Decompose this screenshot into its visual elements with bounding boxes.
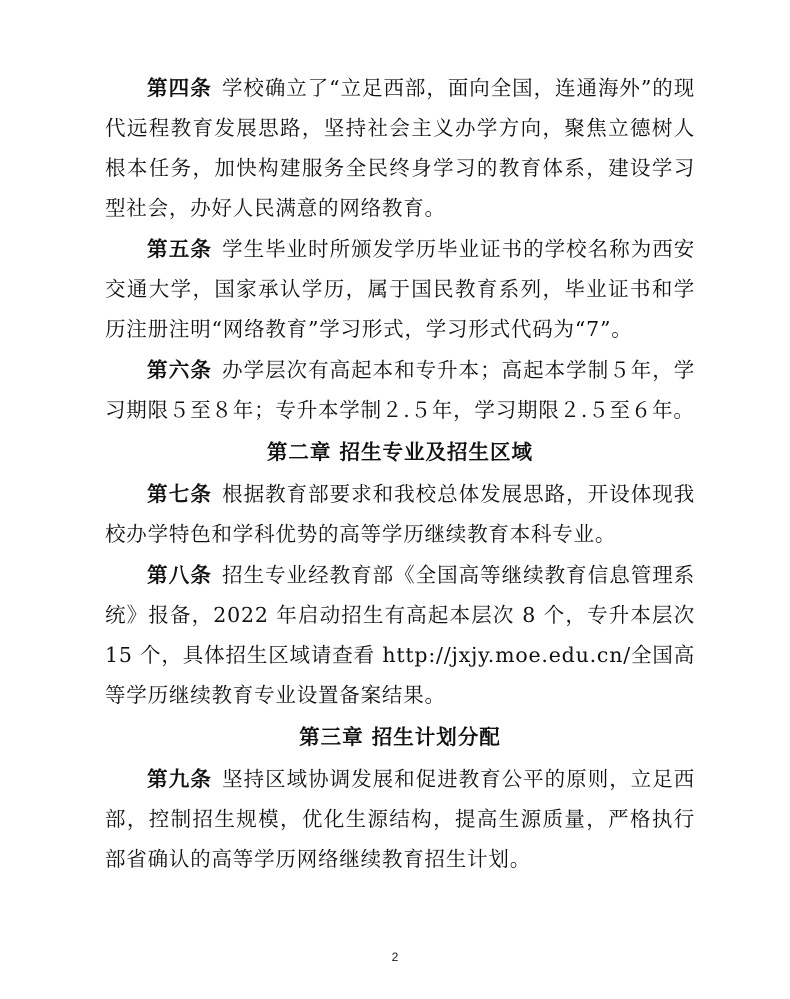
article-7 [105,474,695,554]
article-label: 第六条 [147,358,213,382]
article-label: 第九条 [147,767,213,791]
article-label: 第四条 [147,76,212,100]
chapter-2-heading: 第二章 招生专业及招生区域 [266,440,534,464]
article-label: 第七条 [147,482,213,506]
article-text: 学生毕业时所颁发学历毕业证书的学校名称为西安交通大学，国家承认学历，属于国民教育系列，毕业证书和学历注册注明“网络教育”学习形式，学习形式代码为“7”。 [105,237,696,341]
article-label: 第八条 [147,563,213,587]
article-8 [105,555,695,715]
page-number: 2 [391,950,399,964]
article-4 [105,68,695,228]
article-6 [105,350,695,430]
article-label: 第五条 [147,237,213,261]
article-text: 办学层次有高起本和专升本；高起本学制５年，学习期限５至８年；专升本学制２.５年，学习期限２.５至６年。 [105,358,696,422]
article-text: 根据教育部要求和我校总体发展思路，开设体现我校办学特色和学科优势的高等学历继续教育本科专业。 [105,482,696,546]
document-body [105,68,695,880]
article-text: 招生专业经教育部《全国高等继续教育信息管理系统》报备，2022 年启动招生有高起本层次 8 个，专升本层次 15 个，具体招生区域请查看 http://jxjy.moe.edu.cn/全国高等学历继续教育专业设置备案结果。 [105,563,696,707]
article-text: 学校确立了“立足西部，面向全国，连通海外”的现代远程教育发展思路，坚持社会主义办学方向，聚焦立德树人根本任务，加快构建服务全民终身学习的教育体系，建设学习型社会，办好人民满意的网络教育。 [105,76,696,220]
article-9 [105,759,695,879]
chapter-3-heading: 第三章 招生计划分配 [299,725,501,749]
article-text: 坚持区域协调发展和促进教育公平的原则，立足西部，控制招生规模，优化生源结构，提高生源质量，严格执行部省确认的高等学历网络继续教育招生计划。 [105,767,696,871]
article-5 [105,229,695,349]
